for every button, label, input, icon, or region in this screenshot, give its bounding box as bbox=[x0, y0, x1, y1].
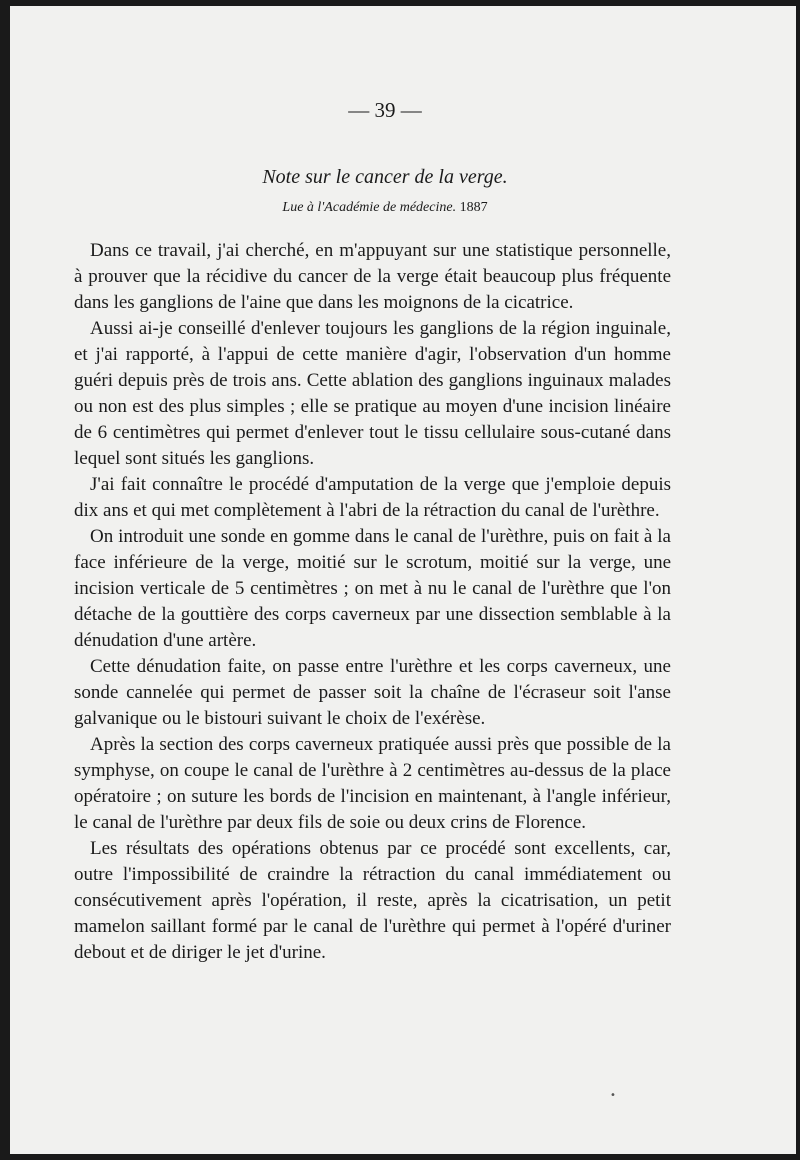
subtitle-text: Lue à l'Académie de médecine. bbox=[282, 200, 457, 215]
page-number: — 39 — bbox=[348, 98, 422, 122]
section-subtitle bbox=[10, 200, 760, 216]
paragraph: Aussi ai-je conseillé d'enlever toujours les ganglions de la région inguinale, et j'ai rapporté, à l'appui de cette manière d'agir, l'observation d'un homme guéri depuis près de trois ans. Cette ablation des ganglions inguinaux malades ou non est des plus simples ; elle se pratique au moyen d'une incision linéaire de 6 centimètres qui permet d'enlever tout le tissu cellulaire sous-cutané dans lequel sont situés les ganglions. bbox=[74, 318, 671, 469]
paragraph: Après la section des corps caverneux pratiquée aussi près que possible de la symphyse, on coupe le canal de l'urèthre à 2 centimètres au-dessus de la place opératoire ; on suture les bords de l'incision en maintenant, à l'angle inférieur, le canal de l'urèthre par deux fils de soie ou deux crins de Florence. bbox=[74, 734, 671, 833]
paragraph: On introduit une sonde en gomme dans le canal de l'urèthre, puis on fait à la face inférieure de la verge, moitié sur le scrotum, moitié sur la verge, une incision verticale de 5 centimètres ; on met à nu le canal de l'urèthre que l'on détache de la gouttière des corps caverneux par une dissection semblable à la dénudation d'une artère. bbox=[74, 526, 671, 651]
paragraph: Cette dénudation faite, on passe entre l'urèthre et les corps caverneux, une sonde cannelée qui permet de passer soit la chaîne de l'écraseur soit l'anse galvanique ou le bistouri suivant le choix de l'exérèse. bbox=[74, 656, 671, 729]
section-title: Note sur le cancer de la verge. bbox=[262, 166, 508, 188]
book-page bbox=[10, 6, 796, 1154]
subtitle-year: 1887 bbox=[459, 200, 488, 215]
paragraph: J'ai fait connaître le procédé d'amputation de la verge que j'emploie depuis dix ans et qui met complètement à l'abri de la rétraction du canal de l'urèthre. bbox=[74, 474, 671, 521]
paragraph: Dans ce travail, j'ai cherché, en m'appuyant sur une statistique personnelle, à prouver que la récidive du cancer de la verge était beaucoup plus fréquente dans les ganglions de l'aine que dans les moignons de la cicatrice. bbox=[74, 240, 671, 313]
paragraph: Les résultats des opérations obtenus par ce procédé sont excellents, car, outre l'impossibilité de craindre la rétraction du canal immédiatement ou consécutivement après l'opération, il reste, après la cicatrisation, un petit mamelon saillant formé par le canal de l'urèthre qui permet à l'opéré d'uriner debout et de diriger le jet d'urine. bbox=[74, 838, 671, 963]
body-text bbox=[74, 238, 671, 966]
ink-mark: • bbox=[610, 1090, 616, 1101]
